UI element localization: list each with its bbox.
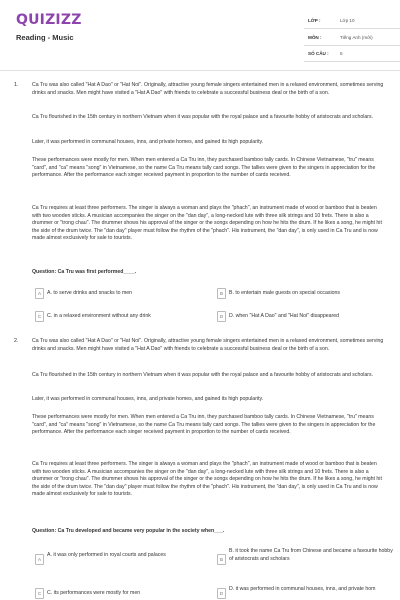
meta-value: Tiếng Anh (mới)	[340, 35, 373, 40]
option-marker: D	[217, 311, 226, 322]
passage-paragraph: Ca Tru flourished in the 15th century in northern Vietnam when it was popular with the royal palace and a favourite hobby of aristocrats and scholars.	[32, 372, 374, 378]
document-title: Reading - Music	[16, 33, 74, 42]
option-marker: B	[217, 554, 226, 565]
passage-paragraph: Later, it was performed in communal houses, inns, and private homes, and gained its high popularity.	[32, 396, 264, 402]
meta-row-class	[304, 12, 400, 29]
option-marker: A	[35, 554, 44, 565]
meta-value: 5	[340, 51, 343, 56]
question-prompt: Question: Ca Tru was first performed____.	[32, 269, 137, 275]
option-text: B. to entertain male guests on special occasions	[229, 290, 341, 296]
option-text: C. in a relaxed environment without any drink	[47, 313, 151, 319]
header-divider	[0, 70, 400, 71]
worksheet-header	[0, 0, 400, 66]
passage-paragraph: Ca Tru requires at least three performers. The singer is always a woman and plays the "phach", an instrument made of wood or bamboo that is beaten with two wooden sticks. A musician accompanies the singer on the "dan day", a long-necked lute with three silk strings and 10 frets. There is also a drummer or "trong chau". The drummer shows his approval of the singer or the songs depending on how he hits the drum. If he likes a song, he might hit the side of the drum twice. The "dan day" player must follow the rhythm of the "phach". His instrument, the "dan day", is only used in Ca Tru and is now made almost exclusively for sale to tourists.	[32, 461, 382, 498]
meta-row-subject	[304, 29, 400, 46]
quizizz-logo: QUIZIZZ	[16, 12, 82, 28]
option-text: B. it took the name Ca Tru from Chinese and became a favourite hobby of aristocrats and scholars	[229, 548, 393, 562]
option-text: D. it was performed in communal houses, inns, and private hom	[229, 586, 376, 592]
passage-paragraph: Ca Tru was also called "Hat A Dao" or "Hat Noi". Originally, attractive young female singers entertained men in a relaxed environment, sometimes serving drinks and snacks. Men might have visited a "Hat A Dao" with friends to celebrate a successful business deal or the birth of a son.	[32, 82, 384, 96]
passage-paragraph: Later, it was performed in communal houses, inns, and private homes, and gained its high popularity.	[32, 139, 264, 145]
meta-key: SỐ CÂU :	[308, 51, 329, 56]
meta-key: MÔN :	[308, 35, 322, 40]
option-text: D. when "Hat A Dao" and "Hat Noi" disappeared	[229, 313, 340, 319]
passage-paragraph: These performances were mostly for men. When men entered a Ca Tru inn, they purchased bamboo tally cards. In Chinese Vietnamese, "tru" means "card", and "ca" means "song" in Vietnamese, so the name Ca Tru means tally card songs. The tallies were given to the singers in appreciation for the performance. After the performance each singer received payment in proportion to the number of cards received.	[32, 157, 376, 179]
option-marker: C	[35, 588, 44, 599]
question-number: 1.	[14, 82, 19, 88]
passage-paragraph: Ca Tru was also called "Hat A Dao" or "Hat Noi". Originally, attractive young female singers entertained men in a relaxed environment, sometimes serving drinks and snacks. Men might have visited a "Hat A Dao" with friends to celebrate a successful business deal or the birth of a son.	[32, 338, 384, 352]
option-marker: B	[217, 288, 226, 299]
question-number: 2.	[14, 338, 19, 344]
passage-paragraph: These performances were mostly for men. When men entered a Ca Tru inn, they purchased bamboo tally cards. In Chinese Vietnamese, "tru" means "card", and "ca" means "song" in Vietnamese, so the name Ca Tru means tally card songs. The tallies were given to the singers in appreciation for the performance. After the performance each singer received payment in proportion to the number of cards received.	[32, 414, 376, 436]
meta-row-count	[304, 45, 400, 62]
meta-key: LỚP :	[308, 18, 321, 23]
option-marker: A	[35, 288, 44, 299]
option-marker: D	[217, 588, 226, 599]
option-text: A. it was only performed in royal courts and palaces	[47, 552, 166, 558]
meta-value: Lớp 10	[340, 18, 355, 23]
option-text: A. to serve drinks and snacks to men	[47, 290, 133, 296]
passage-paragraph: Ca Tru requires at least three performers. The singer is always a woman and plays the "phach", an instrument made of wood or bamboo that is beaten with two wooden sticks. A musician accompanies the singer on the "dan day", a long-necked lute with three silk strings and 10 frets. There is also a drummer or "trong chau". The drummer shows his approval of the singer or the songs depending on how he hits the drum. If he likes a song, he might hit the side of the drum twice. The "dan day" player must follow the rhythm of the "phach". His instrument, the "dan day", is only used in Ca Tru and is now made almost exclusively for sale to tourists.	[32, 205, 382, 242]
question-prompt: Question: Ca Tru developed and became very popular in the society when___.	[32, 528, 225, 534]
option-marker: C	[35, 311, 44, 322]
passage-paragraph: Ca Tru flourished in the 15th century in northern Vietnam when it was popular with the royal palace and a favourite hobby of aristocrats and scholars.	[32, 114, 374, 120]
option-text: C. its performances were mostly for men	[47, 590, 141, 596]
